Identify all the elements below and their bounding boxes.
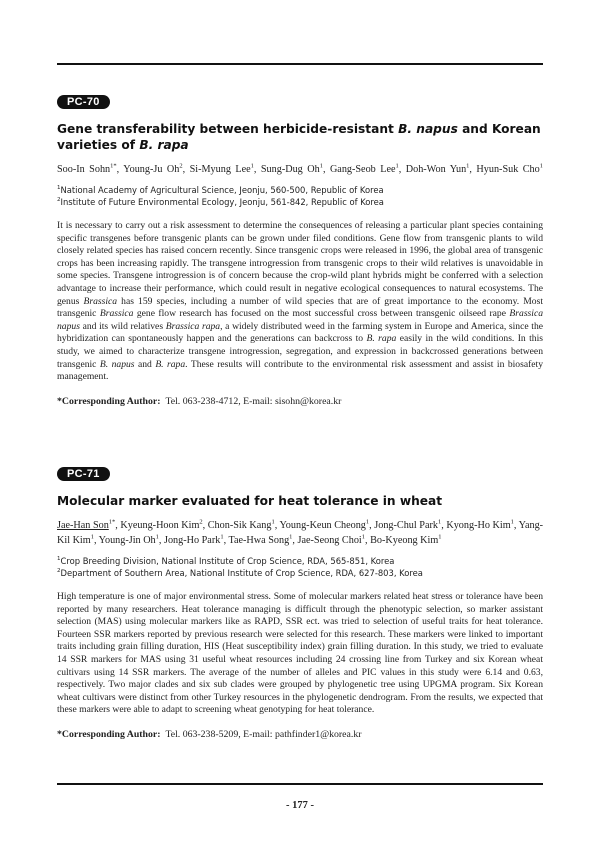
author-name: Young-Jin Oh$^1$ [98,533,159,546]
author-list: Jae-Han Son$^{1*}$, Kyeung-Hoon Kim$^2$, Chon-Sik Kang$^1$, Young-Keun Cheong$^1$, Jong-Chul Park$^1$, Kyong-Ho Kim$^1$, Yang-Kil Kim$^1$, Young-Jin Oh$^1$, Jong-Ho Park$^1$, Tae-Hwa Song$^1$, Jae-Seong Choi$^1$, Bo-Kyeong Kim$^1$ [57,518,544,546]
author-name: Chon-Sik Kang$^1$ [207,518,275,531]
corresponding-label: *Corresponding Author: [57,395,161,407]
author-name: Si-Myung Lee$^1$ [189,162,254,175]
affiliation-line: $^1$Crop Breeding Division, National Institute of Crop Science, RDA, 565-851, Korea [57,556,395,566]
author-name: Jong-Chul Park$^1$ [374,518,442,531]
abstract-body: It is necessary to carry out a risk assessment to determine the consequences of releasing a particular plant species containing specific transgenes before transgenic plants can be grown under filed conditions. Gene flow from transgenic plants to wild closely related species has raised concern recently. Since transgenic crops were released in 1996, the global area of transgenic crops has been increasing rapidly. The transgene introgression from transgenic crops to their wild relatives is unavoidable in some species. Transgene introgression is of concern because the crop-wild plant hybrids might be conferred with a selection advantage to increase their performance, which could result in negative ecological consequences to natural ecosystems. The genus Brassica has 159 species, including a number of wild species that are of great importance to the economy. Most transgenic Brassica gene flow research has focused on the most successful cross between transgenic oilseed rape Brassica napus and its wild relatives Brassica rapa, a widely distributed weed in the farming system in Europe and America, since the hybridization can spontaneously happen and the generations can backcross to B. rapa easily in the wild conditions. In this study, we aimed to characterize transgene introgression, segregation, and expression in backcrossed generations between transgenic B. napus and B. rapa. These results will contribute to the environmental risk assessment and assist in biosafety management. [57,220,544,383]
abstract-title: Gene transferability between herbicide-resistant B. napus and Korean varieties of B. rapa [57,122,541,152]
top-rule [57,63,543,65]
author-name: Yang-Kil Kim$^1$ [57,520,544,546]
abstract-body: High temperature is one of major environmental stress. Some of molecular markers related heat stress or tolerance have been reported by many researchers. Heat tolerance managing is difficult through the phenotypic selection, so marker assistant selection (MAS) using molecular markers like as RAPD, SSR ect. was tried to selection of useful traits for heat tolerance. Fourteen SSR markers reported by previous research were selected for this research. These markers were linked to important traits including grain filling duration, HIS (Heat susceptibility index) grain filling duration. In this study, we tried to evaluate 14 SSR markers for MAS using 31 useful wheat resources including 24 crossing line from Turkey and six Korean wheat cultivars using 14 SSR markers. The average of the number of alleles and PIC values in this study were 6.14 and 0.63, respectively. Two major clades and six sub clades were grouped by phylogenetic tree using UPGMA program. Six Korean wheat cultivars were distinct from other Turkey resources in the phylogenetic dendrogram. From the results, we expected that these markers were able to adapt to screening wheat genotyping for heat tolerance. [57,591,543,716]
abstract-pc-71 [57,464,543,741]
corresponding-contact: Tel. 063-238-5209, E-mail: pathfinder1@korea.kr [165,728,362,740]
page-number: - 177 - [286,800,314,811]
author-name: Kyeung-Hoon Kim$^2$ [120,518,203,531]
author-name: Young-Keun Cheong$^1$ [279,518,370,531]
author-name: Young-Ju Oh$^2$ [123,162,183,175]
abstract-id-badge: PC-70 [57,95,110,109]
bottom-rule [57,783,543,785]
author-name: Soo-In Sohn$^{1*}$ [57,162,117,175]
author-name: Jong-Ho Park$^1$ [164,533,224,546]
corresponding-author [57,396,543,408]
author-name: Bo-Kyeong Kim$^1$ [370,533,442,546]
corresponding-label: *Corresponding Author: [57,728,161,740]
author-name: Kyong-Ho Kim$^1$ [446,518,514,531]
author-name: Gang-Seob Lee$^1$ [329,162,399,175]
author-name: Hyun-Suk Cho$^1$ [476,162,543,175]
corresponding-contact: Tel. 063-238-4712, E-mail: sisohn@korea.kr [165,395,342,407]
author-name: Doh-Won Yun$^1$ [405,162,470,175]
author-name: Tae-Hwa Song$^1$ [228,533,293,546]
author-name: Jae-Seong Choi$^1$ [297,533,365,546]
affiliation-list [57,556,543,579]
author-name: Sung-Dug Oh$^1$ [260,162,323,175]
abstract-id-badge: PC-71 [57,467,110,481]
author-list: Soo-In Sohn$^{1*}$, Young-Ju Oh$^2$, Si-Myung Lee$^1$, Sung-Dug Oh$^1$, Gang-Seob Lee$^1$, Doh-Won Yun$^1$, Hyun-Suk Cho$^1$ [57,162,543,175]
affiliation-list [57,185,543,208]
affiliation-line: $^2$Department of Southern Area, National Institute of Crop Science, RDA, 627-803, Korea [57,567,423,578]
corresponding-author [57,729,543,741]
affiliation-line: $^2$Institute of Future Environmental Ecology, Jeonju, 561-842, Republic of Korea [57,196,384,207]
affiliation-line: $^1$National Academy of Agricultural Science, Jeonju, 560-500, Republic of Korea [57,185,384,195]
abstract-pc-70 [57,92,543,408]
author-name: Jae-Han Son$^{1*}$ [57,518,116,531]
abstract-title: Molecular marker evaluated for heat tolerance in wheat [57,494,443,508]
